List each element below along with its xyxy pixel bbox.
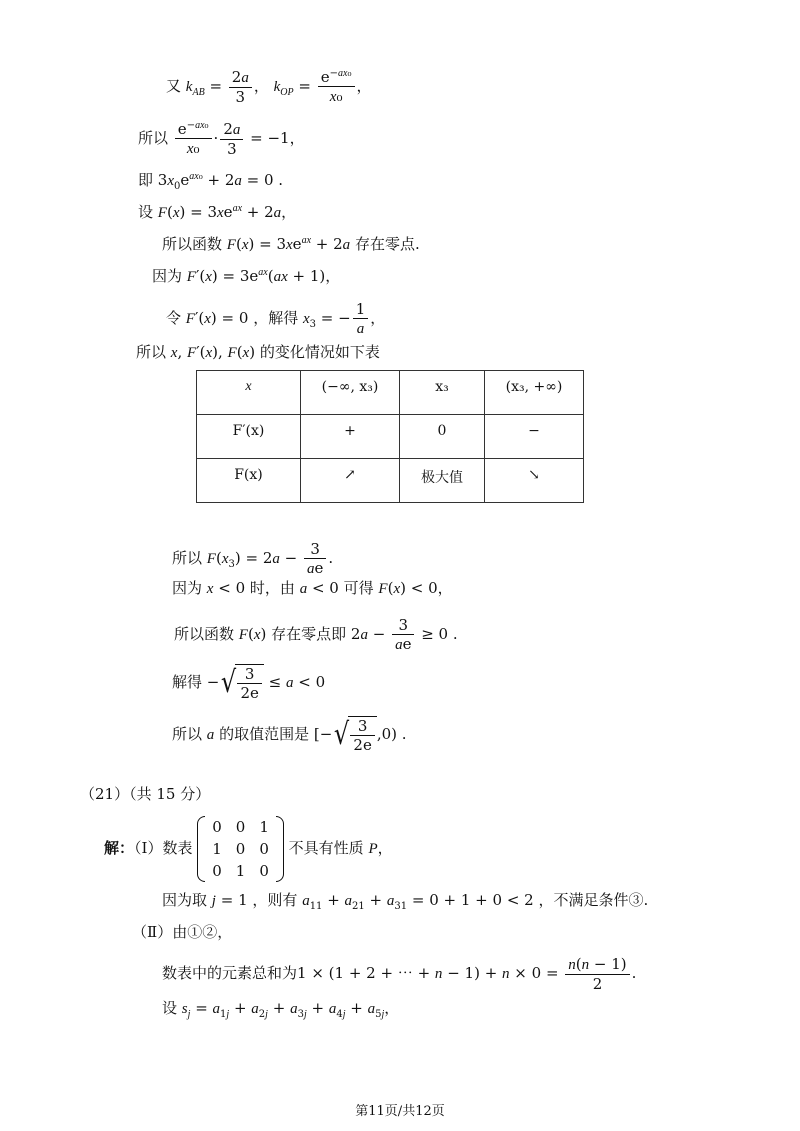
text-suoyi: 所以 — [138, 129, 169, 147]
line-derivative: 因为 $F'(x) = 3e^{ax}(ax + 1)$， — [152, 267, 341, 285]
table-cell-derivative-x3: 0 — [400, 415, 485, 459]
table-header-interval-left: (−∞, x₃) — [301, 371, 400, 415]
line-zero-condition: 所以函数 F(x) 存在零点即 2a − $\frac{3}{ae}$ ≥ 0 . — [174, 616, 458, 653]
text-bianhua-qingkuang: 的变化情况如下表 — [259, 343, 380, 361]
text-kede: 可得 — [343, 579, 374, 597]
text-suoyi-4: 所以 — [172, 725, 203, 743]
matrix-cell: 1 — [212, 840, 222, 858]
line-critical-point: 令 F′(x) = 0 ，解得 $x_3$ = − $\frac{1}{a}$ ， — [166, 300, 386, 337]
line-part-2-define-s: 设 $s_j = a_{1j} + a_{2j} + a_{3j} + a_{4j} + a_{5j}$， — [162, 999, 400, 1020]
table-cell-derivative-left: + — [301, 415, 400, 459]
matrix-cell: 0 — [212, 818, 222, 836]
text-she-2: 设 — [162, 999, 178, 1017]
text-part1-suffix: 不具有性质 — [288, 839, 364, 857]
matrix-cell: 1 — [235, 862, 246, 880]
frac-e-x0: $\frac{e^{-ax_0}}{\text{x₀}}$ — [318, 68, 355, 106]
table-row — [197, 371, 584, 415]
line-slopes: 又 $k_{AB}$ = $\frac{2a}{3}$ ， $k_{OP}$ = $\frac{e^{-ax_0}}{\text{x₀}}$ ， — [166, 68, 372, 106]
line-solve: 解得 −√ $\frac{3}{2e}$ ≤ a < 0 — [172, 665, 326, 702]
table-header-x: x — [197, 371, 301, 415]
text-solution-label: 解： — [104, 839, 135, 857]
text-cunzai-lingdian-ji: 存在零点即 — [271, 625, 347, 643]
line-part-1: 解：（Ⅰ）数表 0 0 1 1 0 0 0 1 0 不具有性质 P， — [104, 818, 393, 880]
matrix-cell: 0 — [235, 818, 246, 836]
line-max-value: 所以 $F(x_3) = 2a$ − $\frac{3}{ae}$ . — [172, 540, 334, 577]
table-cell-derivative-right: − — [485, 415, 584, 459]
text-bumanzu: ，不满足条件③. — [538, 891, 649, 909]
text-yinwei-2: 因为 — [172, 579, 203, 597]
text-suoyi-hanshu: 所以函数 — [162, 235, 223, 253]
line-zero-exists: 所以函数 $F(x) = 3xe^{ax} + 2a$ 存在零点. — [162, 235, 420, 253]
table-cell-derivative-label: F′(x) — [197, 415, 301, 459]
text-yuansu-zonghe: 数表中的元素总和为 — [162, 964, 298, 982]
table-row — [197, 459, 584, 503]
line-part-1-reason: 因为取 j = 1 ，则有 $a_{11} + a_{21} + a_{31} = 0 + 1 + 0 < 2$ ，不满足条件③. — [162, 891, 649, 912]
table-cell-function-right: ↘ — [485, 459, 584, 503]
table-header-interval-right: (x₃, +∞) — [485, 371, 584, 415]
line-part-2 — [132, 922, 232, 942]
text-question-21: （21）（共 15 分） — [80, 785, 211, 803]
table-header-x3: x₃ — [400, 371, 485, 415]
table-cell-function-left: ↗ — [301, 459, 400, 503]
line-negative-case: 因为 x < 0 时，由 a < 0 可得 F(x) < 0， — [172, 579, 453, 597]
table-cell-function-label: F(x) — [197, 459, 301, 503]
text-cunzai-lingdian: 存在零点. — [354, 235, 420, 253]
line-range: 所以 a 的取值范围是 [−√ $\frac{3}{2e}$ ,0) . — [172, 717, 407, 754]
matrix-cell: 0 — [259, 862, 269, 880]
text-jiede-2: 解得 — [172, 673, 203, 691]
text-jiede: ，解得 — [253, 309, 299, 327]
text-she: 设 — [138, 203, 154, 221]
table-cell-function-x3: 极大值 — [400, 459, 485, 503]
matrix-3x3 — [197, 816, 284, 882]
text-part1-prefix: （Ⅰ）数表 — [134, 839, 193, 857]
matrix-cell: 0 — [235, 840, 246, 858]
text-ji: 即 — [138, 171, 154, 189]
line-part-2-sum: 数表中的元素总和为1 × (1 + 2 + ⋯ + n − 1) + n × 0 = $\frac{n(n - 1)}{2}$ . — [162, 955, 637, 993]
line-equation: 即 $3x_0e^{ax_0} + 2a = 0$ . — [138, 171, 284, 192]
table-row — [197, 415, 584, 459]
page-footer: 第11页/共12页 — [355, 1104, 445, 1119]
line-table-intro: 所以 x, F′(x), F(x) 的变化情况如下表 — [136, 343, 380, 361]
text-you: 又 — [166, 77, 182, 95]
line-product: 所以 $\frac{e^{-ax_0}}{\text{x₀}}$ · $\frac{2a}{3}$ = −1， — [138, 120, 305, 158]
matrix-cell: 1 — [259, 818, 269, 836]
text-suoyi-2: 所以 — [136, 343, 167, 361]
text-ling: 令 — [166, 309, 182, 327]
text-suoyi-hanshu-2: 所以函数 — [174, 625, 235, 643]
text-suoyi-3: 所以 — [172, 549, 203, 567]
text-yinwei: 因为 — [152, 267, 183, 285]
text-quzhi-fanwei: 的取值范围是 — [219, 725, 310, 743]
question-21-header — [80, 784, 210, 804]
frac-2a-3: $\frac{2a}{3}$ — [229, 68, 252, 106]
matrix-cell: 0 — [212, 862, 222, 880]
text-shi-you: 时，由 — [249, 579, 295, 597]
variation-table — [196, 370, 584, 503]
text-yinwei-qu: 因为取 — [162, 891, 208, 909]
matrix-cell: 0 — [259, 840, 269, 858]
text-zeyou: ，则有 — [252, 891, 298, 909]
text-part2-prefix: （Ⅱ）由①②， — [132, 923, 233, 941]
line-define-F: 设 $F(x) = 3xe^{ax} + 2a$， — [138, 203, 297, 221]
